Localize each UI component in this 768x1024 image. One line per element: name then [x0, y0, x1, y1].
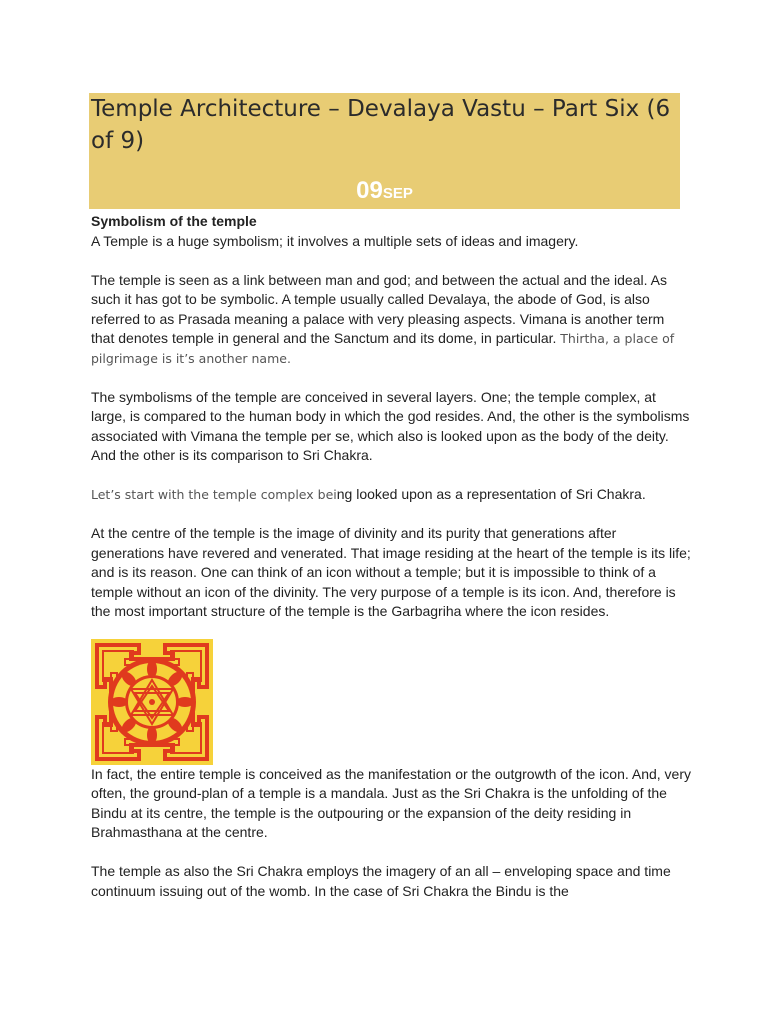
date-day: 09	[356, 177, 383, 204]
paragraph-3: The symbolisms of the temple are conceived in several layers. One; the temple complex, at large, is compared to the human body in which the god resides. And, the other is the symbolisms associated with Vimana the temple per se, which also is looked upon as the body of the deity. And the other is its comparison to Sri Chakra.	[91, 388, 690, 463]
paragraph-2	[91, 271, 691, 369]
post-header	[89, 93, 680, 209]
paragraph-2-main: The temple is seen as a link between man and god; and between the actual and the ideal. As such it has got to be symbolic. A temple usually called Devalaya, the abode of God, is also referred to as Prasada meaning a palace with very pleasing aspects. Vimana is another term that denotes temple in general and the Sanctum and its dome, in particular.	[91, 271, 667, 346]
paragraph-4-rest: ng looked upon as a representation of Sri Chakra.	[336, 486, 646, 502]
sri-chakra-image	[91, 639, 213, 765]
page-title: Temple Architecture – Devalaya Vastu – Part Six (6 of 9)	[91, 96, 671, 154]
section-heading: Symbolism of the temple	[91, 213, 257, 229]
paragraph-6: In fact, the entire temple is conceived as the manifestation or the outgrowth of the icon. And, very often, the ground-plan of a temple is a mandala. Just as the Sri Chakra is the unfolding of the Bindu at its centre, the temple is the outpouring or the expansion of the deity residing in Brahmasthana at the centre.	[91, 765, 692, 840]
paragraph-2-tail: Thirtha, a place of pilgrimage is it’s another name.	[91, 331, 675, 366]
article-body	[91, 212, 691, 901]
paragraph-1: A Temple is a huge symbolism; it involves a multiple sets of ideas and imagery.	[91, 232, 579, 249]
post-date	[89, 177, 680, 205]
date-month: SEP	[382, 185, 413, 202]
paragraph-7: The temple as also the Sri Chakra employs the imagery of an all – enveloping space and time continuum issuing out of the womb. In the case of Sri Chakra the Bindu is the	[91, 863, 671, 899]
paragraph-4-lead: Let’s start with the temple complex bei	[91, 487, 337, 502]
paragraph-4	[91, 485, 691, 505]
paragraph-5: At the centre of the temple is the image of divinity and its purity that generations after generations have revered and venerated. That image residing at the heart of the temple is its life; and is its reason. One can think of an icon without a temple; but it is impossible to think of a temple without an icon of the divinity. The very purpose of a temple is its icon. And, therefore is the most important structure of the temple is the Garbagriha where the icon resides.	[91, 525, 691, 619]
